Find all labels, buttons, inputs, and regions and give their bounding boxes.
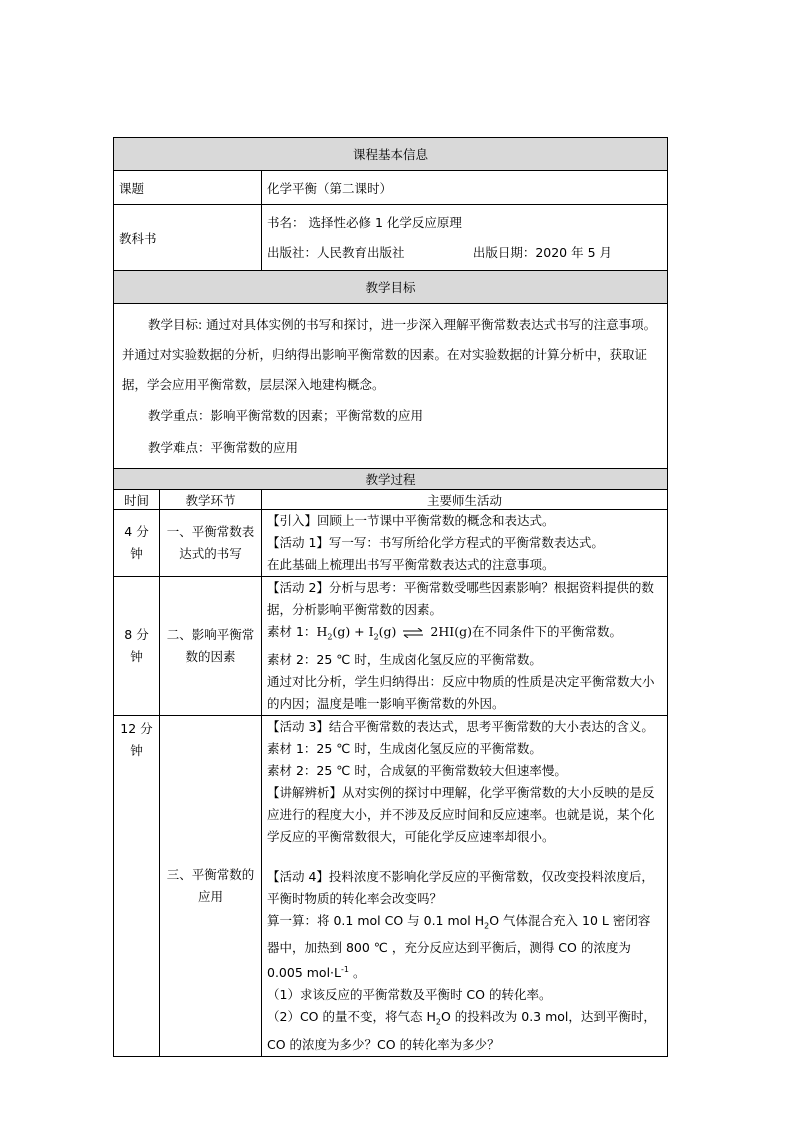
key-point-text: 教学重点：影响平衡常数的因素；平衡常数的应用 [148,408,424,423]
time-cell: 8 分钟 [114,577,160,716]
question-1: （1）求该反应的平衡常数及平衡时 CO 的转化率。 [267,987,552,1003]
time-cell: 12 分钟 [114,715,160,1056]
calculation-text: 算一算：将 0.1 mol CO 与 0.1 mol $H_2O$ 气体混合充入 10 L 密闭容器中，加热到 800 ℃ ，充分反应达到平衡后，测得 CO 的浓度为 0.005 $mol\cdot L^{-1}$ 。 [267,912,651,981]
material-2-line: 素材 2：25 ℃ 时，生成卤化氢反应的平衡常数。 [267,651,542,667]
activity-3-text: 【活动 3】结合平衡常数的表达式，思考平衡常数的大小表达的含义。 [267,718,654,734]
material-2-line: 素材 2：25 ℃ 时，合成氨的平衡常数较大但速率慢。 [267,762,567,778]
activity-line: 在此基础上梳理出书写平衡常数表达式的注意事项。 [267,557,555,572]
topic-label: 课题 [114,171,262,205]
equilibrium-arrow-icon [402,628,424,638]
section-header-basic-info: 课程基本信息 [114,138,668,171]
section-header-process: 教学过程 [114,469,668,490]
analysis-text: 【讲解辨析】从对实例的探讨中理解，化学平衡常数的大小反映的是反应进行的程度大小，并不涉及反应时间和反应速率。也就是说，某个化学反应的平衡常数很大，可能化学反应速率却很小。 [267,784,655,844]
activity-cell [262,510,668,577]
activity-cell [262,577,668,716]
stage-cell: 三、平衡常数的应用 [160,715,262,1056]
table-row [114,715,668,1056]
objectives-cell [114,304,668,469]
book-name: 书名： 选择性必修 1 化学反应原理 [267,214,462,230]
material-1-line: 素材 1：25 ℃ 时，生成卤化氢反应的平衡常数。 [267,740,542,756]
activity-cell [262,715,668,1056]
activity-line: 【活动 1】写一写：书写所给化学方程式的平衡常数表达式。 [267,535,604,550]
stage-cell: 一、平衡常数表达式的书写 [160,510,262,577]
table-row [114,510,668,577]
material-label: 素材 1： [267,624,317,639]
textbook-label: 教科书 [114,205,262,271]
column-header-stage: 教学环节 [160,490,262,510]
stage-cell: 二、影响平衡常数的因素 [160,577,262,716]
conclusion-text: 通过对比分析，学生归纳得出：反应中物质的性质是决定平衡常数大小的内因；温度是唯一影响平衡常数的外因。 [267,673,655,711]
table-row [114,577,668,716]
time-cell: 4 分钟 [114,510,160,577]
question-2: （2）CO 的量不变，将气态 $H_2O$ 的投料改为 0.3 mol，达到平衡时， CO 的浓度为多少？CO 的转化率为多少？ [267,1009,656,1052]
publish-date: 出版日期：2020 年 5 月 [472,244,612,260]
topic-value: 化学平衡（第二课时） [262,171,668,205]
activity-line: 【活动 2】分析与思考：平衡常数受哪些因素影响？根据资料提供的数据，分析影响平衡常数的因素。 [267,580,654,617]
spacer [267,848,662,866]
publisher: 出版社：人民教育出版社 [267,244,405,260]
activity-4-text: 【活动 4】投料浓度不影响化学反应的平衡常数，仅改变投料浓度后，平衡时物质的转化率会改变吗？ [267,868,654,906]
section-header-goals: 教学目标 [114,271,668,304]
difficulty-text: 教学难点：平衡常数的应用 [148,440,299,455]
column-header-activity: 主要师生活动 [262,490,668,510]
activity-line: 【引入】回顾上一节课中平衡常数的概念和表达式。 [267,513,555,528]
equation: $H_2(g) + I_2(g)$ 2HI(g) [316,624,472,642]
goal-text: 教学目标: 通过对具体实例的书写和探讨，进一步深入理解平衡常数表达式书写的注意事项。并通过对实验数据的分析，归纳得出影响平衡常数的因素。在对实验数据的计算分析中，获取证据，学会应用平衡常数，层层深入地建构概念。 [122,317,657,392]
lesson-plan-table [113,137,668,1057]
textbook-info [262,205,668,271]
material-1-line: 素材 1：$H_2(g) + I_2(g)$ 2HI(g)在不同条件下的平衡常数。 [267,624,622,642]
column-header-time: 时间 [114,490,160,510]
